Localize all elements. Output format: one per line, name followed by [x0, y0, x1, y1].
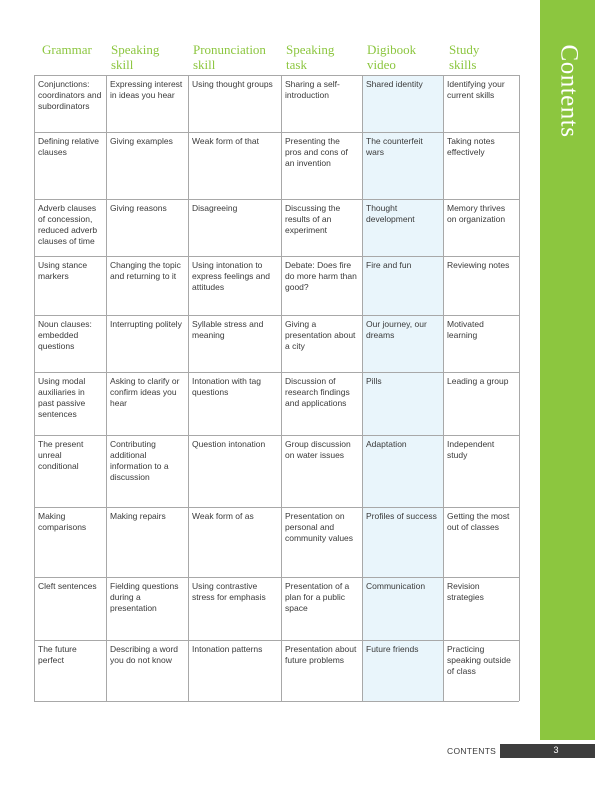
column-header-line: skill [111, 57, 134, 72]
table-cell-pronunciation-skill: Weak form of that [192, 136, 259, 146]
table-cell-pronunciation-skill: Disagreeing [192, 203, 238, 213]
table-cell-grammar: Using stance markers [38, 260, 88, 281]
table-cell-study-skills: Identifying your current skills [447, 79, 505, 100]
table-cell-study-skills: Independent study [447, 439, 495, 460]
table-cell-study-skills: Motivated learning [447, 319, 484, 340]
table-cell-grammar: Making comparisons [38, 511, 87, 532]
table-cell-study-skills: Leading a group [447, 376, 509, 386]
column-header-speaking-skill [111, 42, 159, 72]
table-row-divider [34, 701, 519, 702]
page-number: 3 [553, 745, 559, 755]
table-cell-grammar: Noun clauses: embedded questions [38, 319, 92, 351]
table-cell-speaking-skill: Expressing interest in ideas you hear [110, 79, 183, 100]
table-cell-pronunciation-skill: Using thought groups [192, 79, 273, 89]
column-header-study-skills [449, 42, 479, 72]
column-header-line: task [286, 57, 307, 72]
table-cell-study-skills: Practicing speaking outside of class [447, 644, 511, 676]
table-cell-digibook-video: Adaptation [366, 439, 407, 449]
table-cell-speaking-task: Presentation on personal and community values [285, 511, 354, 543]
table-cell-speaking-task: Debate: Does fire do more harm than good? [285, 260, 357, 292]
column-header-line: Pronunciation [193, 42, 266, 57]
column-header-line: skills [449, 57, 477, 72]
table-cell-speaking-skill: Asking to clarify or confirm ideas you hear [110, 376, 180, 408]
column-header-line: Speaking [111, 42, 160, 57]
table-cell-digibook-video: Pills [366, 376, 382, 386]
table-cell-study-skills: Reviewing notes [447, 260, 510, 270]
column-header-line: skill [193, 57, 216, 72]
table-cell-pronunciation-skill: Intonation patterns [192, 644, 263, 654]
table-cell-speaking-skill: Contributing additional information to a discussion [110, 439, 169, 482]
contents-table [34, 75, 519, 701]
table-cell-speaking-skill: Interrupting politely [110, 319, 182, 329]
table-column-divider [519, 75, 520, 701]
table-cell-study-skills: Memory thrives on organization [447, 203, 506, 224]
table-cell-digibook-video: Thought development [366, 203, 415, 224]
table-cell-grammar: The present unreal conditional [38, 439, 84, 471]
table-cell-digibook-video: The counterfeit wars [366, 136, 423, 157]
side-tab-label: Contents [555, 44, 582, 138]
table-cell-digibook-video: Profiles of success [366, 511, 437, 521]
table-cell-pronunciation-skill: Weak form of as [192, 511, 254, 521]
table-cell-grammar: Cleft sentences [38, 581, 97, 591]
column-header-line: Grammar [42, 42, 92, 57]
column-header-grammar [42, 42, 92, 57]
table-cell-speaking-skill: Giving reasons [110, 203, 167, 213]
table-cell-pronunciation-skill: Intonation with tag questions [192, 376, 261, 397]
table-cell-speaking-task: Discussion of research findings and applications [285, 376, 350, 408]
table-cell-study-skills: Revision strategies [447, 581, 484, 602]
table-cell-speaking-task: Presentation about future problems [285, 644, 357, 665]
table-cell-digibook-video: Future friends [366, 644, 419, 654]
table-cell-digibook-video: Shared identity [366, 79, 423, 89]
table-cell-digibook-video: Communication [366, 581, 426, 591]
column-header-line: Study [449, 42, 480, 57]
table-cell-pronunciation-skill: Syllable stress and meaning [192, 319, 264, 340]
table-cell-pronunciation-skill: Question intonation [192, 439, 266, 449]
table-cell-speaking-task: Giving a presentation about a city [285, 319, 356, 351]
footer-contents-label: CONTENTS [447, 746, 497, 756]
column-header-line: Speaking [286, 42, 335, 57]
table-cell-study-skills: Taking notes effectively [447, 136, 495, 157]
table-cell-speaking-skill: Giving examples [110, 136, 173, 146]
table-cell-speaking-task: Presenting the pros and cons of an invention [285, 136, 348, 168]
table-cell-speaking-task: Presentation of a plan for a public space [285, 581, 350, 613]
footer-bar [500, 744, 595, 758]
table-cell-speaking-task: Sharing a self-introduction [285, 79, 340, 100]
table-cell-study-skills: Getting the most out of classes [447, 511, 510, 532]
table-cell-speaking-task: Discussing the results of an experiment [285, 203, 341, 235]
column-header-line: video [367, 57, 396, 72]
table-cell-digibook-video: Our journey, our dreams [366, 319, 427, 340]
table-cell-grammar: The future perfect [38, 644, 77, 665]
table-cell-grammar: Defining relative clauses [38, 136, 99, 157]
table-cell-speaking-skill: Changing the topic and returning to it [110, 260, 181, 281]
table-cell-digibook-video: Fire and fun [366, 260, 412, 270]
column-header-line: Digibook [367, 42, 417, 57]
table-cell-pronunciation-skill: Using contrastive stress for emphasis [192, 581, 266, 602]
table-cell-speaking-skill: Describing a word you do not know [110, 644, 179, 665]
table-cell-grammar: Using modal auxiliaries in past passive sentences [38, 376, 86, 419]
column-header-pronunciation-skill [193, 42, 266, 72]
table-cell-pronunciation-skill: Using intonation to express feelings and attitudes [192, 260, 270, 292]
table-cell-speaking-skill: Making repairs [110, 511, 166, 521]
column-header-speaking-task [286, 42, 334, 72]
table-cell-speaking-task: Group discussion on water issues [285, 439, 351, 460]
table-cell-grammar: Conjunctions: coordinators and subordinators [38, 79, 102, 111]
side-tab-title [548, 36, 588, 146]
table-cell-speaking-skill: Fielding questions during a presentation [110, 581, 179, 613]
table-cell-grammar: Adverb clauses of concession, reduced adverb clauses of time [38, 203, 98, 246]
column-header-digibook-video [367, 42, 416, 72]
